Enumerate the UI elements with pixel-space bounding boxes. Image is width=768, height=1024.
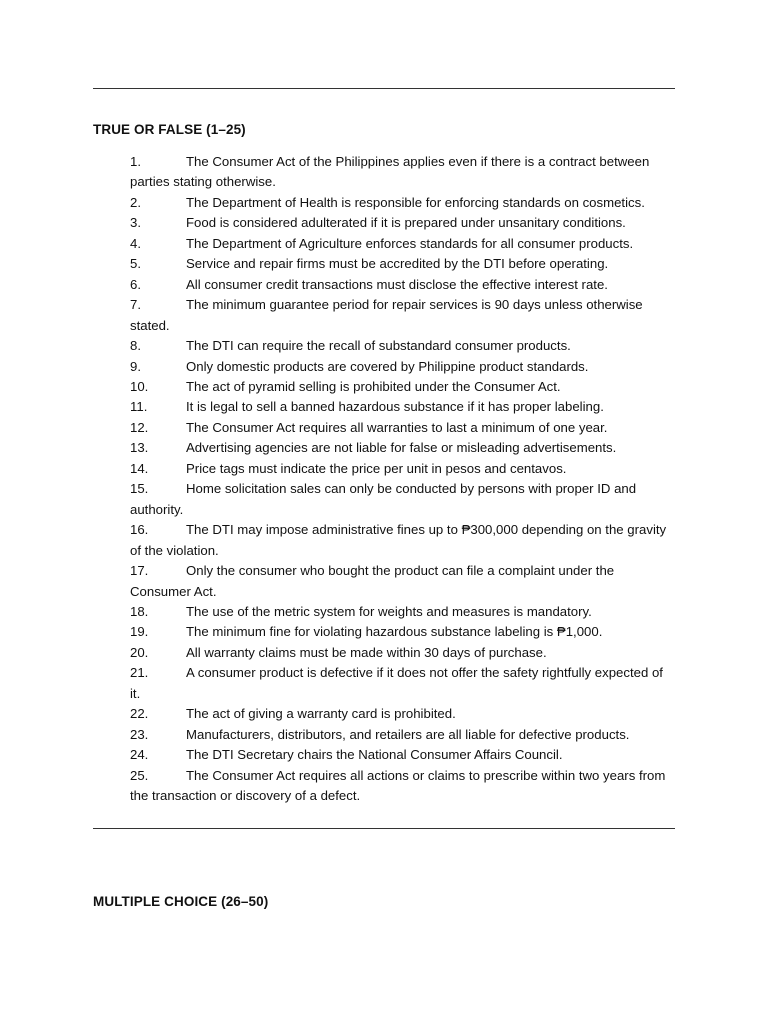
question-number: 17. <box>130 563 149 579</box>
question-text: Only the consumer who bought the product can file a complaint under the Consumer Act. <box>130 563 615 599</box>
question-item <box>130 295 675 336</box>
question-item <box>130 397 675 417</box>
question-text: Advertising agencies are not liable for false or misleading advertisements. <box>186 440 617 456</box>
question-text: Only domestic products are covered by Philippine product standards. <box>186 358 589 374</box>
question-item <box>130 275 675 295</box>
question-number: 3. <box>130 215 141 231</box>
question-number: 25. <box>130 767 149 783</box>
question-item <box>130 622 675 642</box>
question-text: The Department of Agriculture enforces standards for all consumer products. <box>186 235 634 251</box>
question-item <box>130 254 675 274</box>
question-item <box>130 152 675 193</box>
question-text: The Consumer Act requires all warranties to last a minimum of one year. <box>186 419 608 435</box>
question-text: Home solicitation sales can only be conducted by persons with proper ID and authority. <box>130 481 637 517</box>
question-item <box>130 438 675 458</box>
question-text: A consumer product is defective if it does not offer the safety rightfully expected of it. <box>130 665 663 701</box>
question-item <box>130 663 675 704</box>
question-item <box>130 377 675 397</box>
multiple-choice-heading: MULTIPLE CHOICE (26–50) <box>93 894 269 909</box>
question-text: Food is considered adulterated if it is prepared under unsanitary conditions. <box>186 215 626 231</box>
question-number: 19. <box>130 624 149 640</box>
question-number: 9. <box>130 358 141 374</box>
question-item <box>130 213 675 233</box>
question-number: 14. <box>130 460 149 476</box>
true-false-heading: TRUE OR FALSE (1–25) <box>93 122 246 137</box>
question-number: 8. <box>130 338 141 354</box>
question-number: 1. <box>130 154 141 169</box>
question-text: The Department of Health is responsible for enforcing standards on cosmetics. <box>186 194 645 210</box>
question-item <box>130 234 675 254</box>
question-number: 16. <box>130 522 149 538</box>
question-number: 6. <box>130 276 141 292</box>
question-text: The minimum fine for violating hazardous substance labeling is ₱1,000. <box>186 624 603 640</box>
question-number: 22. <box>130 706 149 722</box>
question-text: The Consumer Act of the Philippines applies even if there is a contract between parties stating otherwise. <box>130 154 650 190</box>
question-number: 11. <box>130 399 148 415</box>
question-number: 23. <box>130 726 149 742</box>
question-text: Service and repair firms must be accredited by the DTI before operating. <box>186 256 609 272</box>
bottom-divider <box>93 828 675 829</box>
question-text: The DTI can require the recall of substandard consumer products. <box>186 338 571 354</box>
question-text: The minimum guarantee period for repair services is 90 days unless otherwise stated. <box>130 297 643 333</box>
question-item <box>130 418 675 438</box>
question-item <box>130 766 675 807</box>
question-number: 5. <box>130 256 141 272</box>
question-item <box>130 336 675 356</box>
question-text: The DTI may impose administrative fines up to ₱300,000 depending on the gravity of the violation. <box>130 522 667 558</box>
question-text: The use of the metric system for weights and measures is mandatory. <box>186 603 592 619</box>
question-item <box>130 520 675 561</box>
question-number: 12. <box>130 419 149 435</box>
true-false-question-list <box>130 152 675 807</box>
question-number: 20. <box>130 644 149 660</box>
question-item <box>130 479 675 520</box>
question-text: The DTI Secretary chairs the National Consumer Affairs Council. <box>186 747 563 763</box>
question-text: The act of pyramid selling is prohibited under the Consumer Act. <box>186 378 561 394</box>
question-item <box>130 602 675 622</box>
question-number: 18. <box>130 603 149 619</box>
question-item <box>130 704 675 724</box>
question-text: Price tags must indicate the price per unit in pesos and centavos. <box>186 460 567 476</box>
question-number: 24. <box>130 747 149 763</box>
question-number: 13. <box>130 440 149 456</box>
question-item <box>130 561 675 602</box>
question-text: All consumer credit transactions must disclose the effective interest rate. <box>186 276 608 292</box>
question-text: It is legal to sell a banned hazardous substance if it has proper labeling. <box>186 399 604 415</box>
question-item <box>130 725 675 745</box>
question-item <box>130 745 675 765</box>
question-number: 4. <box>130 235 141 251</box>
question-item <box>130 193 675 213</box>
question-text: Manufacturers, distributors, and retailers are all liable for defective products. <box>186 726 630 742</box>
question-text: All warranty claims must be made within 30 days of purchase. <box>186 644 547 660</box>
question-text: The Consumer Act requires all actions or claims to prescribe within two years from the transaction or discovery of a defect. <box>130 767 666 804</box>
question-number: 21. <box>130 665 149 681</box>
question-number: 2. <box>130 194 141 210</box>
question-number: 10. <box>130 378 149 394</box>
question-item <box>130 643 675 663</box>
question-item <box>130 357 675 377</box>
question-text: The act of giving a warranty card is prohibited. <box>186 706 456 722</box>
question-number: 7. <box>130 297 141 313</box>
question-number: 15. <box>130 481 149 497</box>
question-item <box>130 459 675 479</box>
top-divider <box>93 88 675 89</box>
